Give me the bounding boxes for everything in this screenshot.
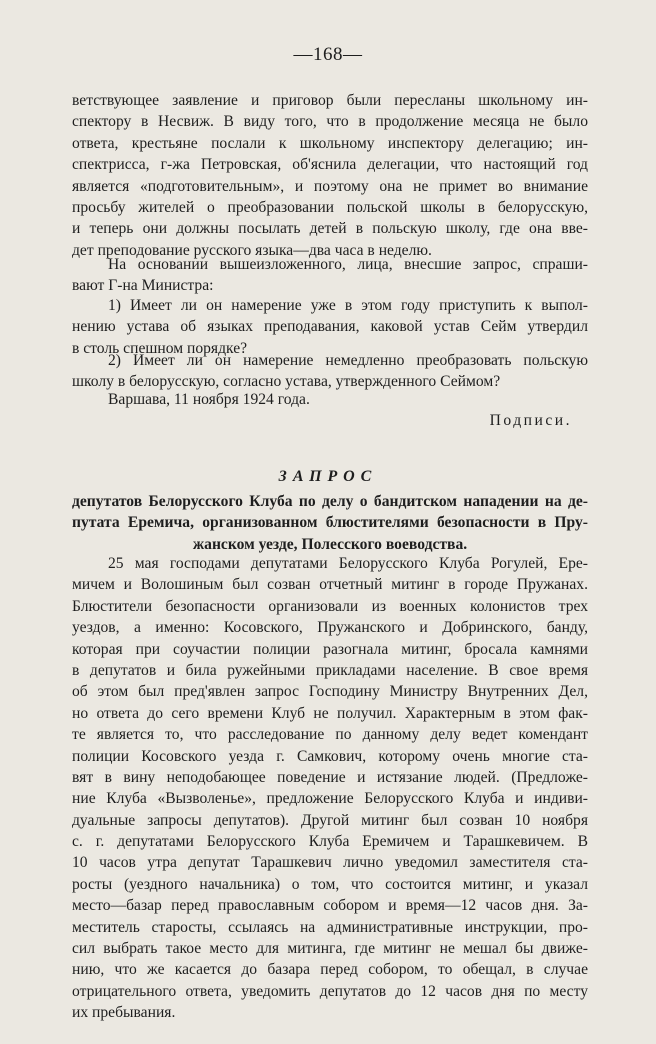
text-line: Блюстители безопасности организовали из военных колонистов трех xyxy=(72,597,588,615)
text-line: дуальные запросы депутатов). Другой митинг был созван 10 ноября xyxy=(72,811,588,829)
text-line: нению устава об языках преподавания, каковой устав Сейм утвердил xyxy=(72,318,588,336)
text-line: росты (уездного начальника) о том, что состоится митинг, и указал xyxy=(72,875,588,893)
text-line: 25 мая господами депутатами Белорусского Клуба Рогулей, Ере- xyxy=(108,555,588,572)
text-line: с. г. депутатами Белорусского Клуба Еремичем и Тарашкевичем. В xyxy=(72,833,588,851)
text-line: школу в белорусскую, согласно устава, утвержденного Сеймом? xyxy=(72,373,501,391)
text-line: их пребывания. xyxy=(72,1004,176,1022)
place-date xyxy=(72,389,588,410)
text-line: которая при соучастии полиции разогнала митинг, бросала камнями xyxy=(72,640,588,658)
text-line: спектрисса, г-жа Петровская, об'яснила делегации, что настоящий год xyxy=(72,156,588,174)
text-line: уездов, а именно: Косовского, Пружанского и Добринского, банду, xyxy=(72,619,588,637)
text-line: ответа, крестьяне послали к школьному инспектору делегацию; ин- xyxy=(72,134,588,152)
text-line: место—базар перед православным собором и время—12 часов дня. За- xyxy=(72,897,588,915)
text-line: сил выбрать такое место для митинга, где митинг не мешал бы движе- xyxy=(72,940,588,958)
text-line: дет преподование русского языка—два часа в неделю. xyxy=(72,241,432,259)
main-paragraph xyxy=(72,553,588,1024)
text-line: мичем и Волошиным был созван отчетный митинг в городе Пружанах. xyxy=(72,576,588,594)
subtitle-line: жанском уезде, Полесского воеводства. xyxy=(192,535,468,553)
intro-paragraph xyxy=(72,90,588,261)
text-line: просьбу жителей о преобразовании польской школы в белорусскую, xyxy=(72,198,588,216)
signatures: Подписи. xyxy=(489,412,572,429)
text-line: об этом был пред'явлен запрос Господину Министру Внутренних Дел, xyxy=(72,683,588,701)
text-line: и теперь они должны посылать детей в польскую школу, где она вве- xyxy=(72,220,588,238)
text-line: в депутатов и била ружейными прикладами население. В свое время xyxy=(72,661,588,679)
section-subtitle xyxy=(72,491,588,555)
text-line: Варшава, 11 ноября 1924 года. xyxy=(108,391,310,408)
text-line: меститель старосты, ссылаясь на административные инструкции, про- xyxy=(72,918,588,936)
question-2 xyxy=(72,350,588,393)
text-line: ние Клуба «Вызволенье», предложение Белорусского Клуба и индиви- xyxy=(72,790,588,808)
text-line: но ответа до сего времени Клуб не получил. Характерным в этом фак- xyxy=(72,704,588,722)
text-line: в столь спешном порядке? xyxy=(72,339,248,357)
text-line: отрицательного ответа, уведомить депутатов до 12 часов дня по месту xyxy=(72,982,588,1000)
text-line: ветствующее заявление и приговор были пересланы школьному ин- xyxy=(72,92,588,109)
text-line: 1) Имеет ли он намерение уже в этом году приступить к выпол- xyxy=(108,297,588,314)
text-line: вят в вину неподобающее поведение и истязание людей. (Предложе- xyxy=(72,768,588,786)
section-title: ЗАПРОС xyxy=(278,468,378,485)
text-line: 10 часов утра депутат Тарашкевич лично уведомил заместителя ста- xyxy=(72,854,588,872)
text-line: полиции Косовского уезда г. Самкович, которому очень многие ста- xyxy=(72,747,588,765)
text-line: На основании вышеизложенного, лица, внесшие запрос, спраши- xyxy=(108,256,588,273)
subtitle-line: депутатов Белорусского Клуба по делу о бандитском нападении на де- xyxy=(72,493,588,510)
text-line: те является то, что расследование по данному делу ведет комендант xyxy=(72,726,588,744)
text-line: спектору в Несвиж. В виду того, что в продолжение месяца не было xyxy=(72,113,588,131)
page-number: —168— xyxy=(293,44,363,65)
text-line: нию, что же касается до базара перед собором, то обещал, в случае xyxy=(72,961,588,979)
text-line: 2) Имеет ли он намерение немедленно преобразовать польскую xyxy=(108,352,588,369)
basis-paragraph xyxy=(72,254,588,297)
text-line: является «подготовительным», и поэтому она не примет во внимание xyxy=(72,177,588,195)
text-line: вают Г-на Министра: xyxy=(72,277,214,295)
subtitle-line: путата Еремича, организованном блюстителями безопасности в Пру- xyxy=(72,514,588,532)
